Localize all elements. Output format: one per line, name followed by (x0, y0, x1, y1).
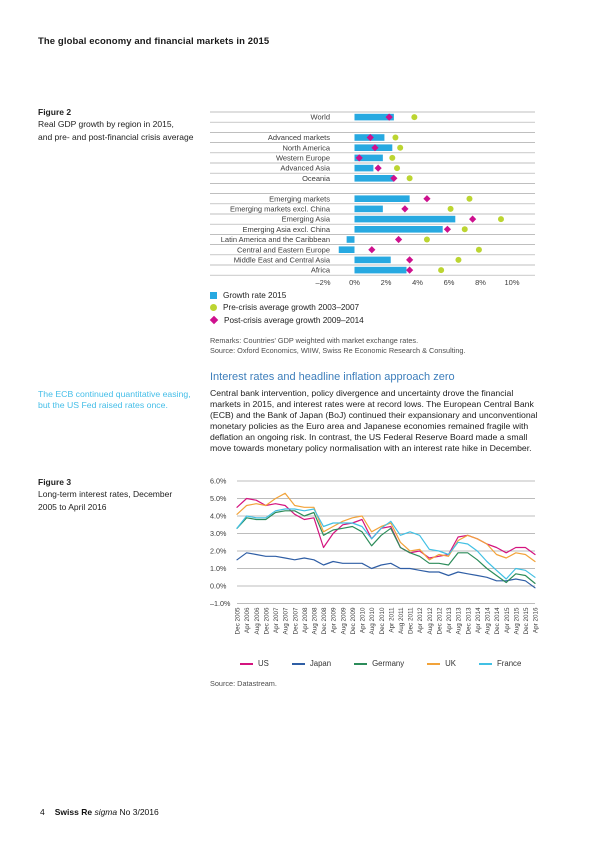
category-label: Emerging markets (269, 194, 330, 204)
figure3-caption-line1: Long-term interest rates, December (38, 489, 173, 500)
y-axis-tick-label: 1.0% (210, 563, 227, 573)
post-crisis-marker (375, 165, 382, 172)
figure2-remarks: Remarks: Countries' GDP weighted with market exchange rates. (210, 336, 419, 345)
figure3-legend (240, 659, 544, 668)
post-crisis-marker (406, 256, 413, 263)
uk-line-swatch (427, 663, 440, 665)
us-line-swatch (240, 663, 253, 665)
france-line-swatch (479, 663, 492, 665)
figure2-notes (210, 336, 465, 357)
pre-crisis-marker (411, 114, 417, 120)
category-label: Emerging Asia excl. China (242, 224, 330, 234)
post-crisis-marker (444, 226, 451, 233)
growth-bar (355, 267, 407, 274)
figure3-caption-line2: 2005 to April 2016 (38, 501, 107, 512)
pre-crisis-marker (389, 155, 395, 161)
legend-label: Japan (309, 659, 332, 668)
x-axis-tick-label: Dec 2005 (234, 607, 242, 635)
x-axis-tick-label: Apr 2010 (359, 607, 367, 634)
post-crisis-marker (406, 267, 413, 274)
pre-crisis-marker (476, 247, 482, 253)
y-axis-tick-label: 5.0% (210, 493, 227, 503)
x-axis-tick-label: Dec 2009 (349, 607, 357, 635)
figure3-source: Source: Datastream. (210, 679, 277, 688)
x-axis-tick-label: Aug 2015 (513, 607, 521, 635)
x-axis-tick-label: Aug 2009 (340, 607, 348, 635)
x-axis-tick-label: Apr 2009 (330, 607, 338, 634)
legend-label: Pre-crisis average growth 2003–2007 (223, 303, 360, 313)
post-crisis-marker (395, 236, 402, 243)
growth-bar (355, 226, 443, 233)
x-axis-tick-label: 0% (349, 278, 360, 288)
pre-crisis-marker (448, 206, 454, 212)
body-paragraph: Central bank intervention, policy divergence and uncertainty drove the financial markets in 2015, and interest rates were at record lows. The European Central Bank (ECB) and the Bank of Japan (BoJ) continued their expansionary and unconventional monetary policies as the Euro area and Japanese economies remained fragile with deflation an ongoing risk. In contrast, the US Federal Reserve Board made a small move towards monetary policy normalisation with an interest rate hike in December. (210, 388, 538, 453)
line-series-us (237, 499, 535, 559)
pre-crisis-marker (498, 216, 504, 222)
legend-item-pre-crisis (210, 302, 364, 315)
legend-label: Growth rate 2015 (223, 290, 287, 300)
legend-item-us (240, 659, 269, 668)
x-axis-tick-label: Apr 2007 (273, 607, 281, 634)
figure2-legend (210, 289, 364, 327)
x-axis-tick-label: Apr 2014 (474, 607, 482, 634)
margin-note-line1: The ECB continued quantitative easing, (38, 389, 191, 399)
pre-crisis-marker (392, 135, 398, 141)
growth-bar (339, 246, 355, 253)
category-label: Africa (310, 265, 330, 275)
legend-label: UK (445, 659, 457, 668)
category-label: Central and Eastern Europe (237, 245, 330, 255)
growth-bar (355, 175, 394, 182)
footer-brand: Swiss Re (54, 807, 93, 817)
x-axis-tick-label: Apr 2008 (301, 607, 309, 634)
x-axis-tick-label: Apr 2012 (417, 607, 425, 634)
x-axis-tick-label: Aug 2013 (455, 607, 463, 635)
pre-crisis-marker (397, 145, 403, 151)
growth-bar (355, 206, 383, 213)
figure2-chart-svg (210, 110, 538, 290)
x-axis-tick-label: 8% (475, 278, 486, 288)
x-axis-tick-label: 10% (504, 278, 520, 288)
x-axis-tick-label: Dec 2006 (263, 607, 271, 635)
category-label: World (310, 112, 330, 122)
category-label: Emerging Asia (281, 214, 330, 224)
y-axis-tick-label: 6.0% (210, 477, 227, 486)
x-axis-tick-label: Aug 2008 (311, 607, 319, 635)
figure3-caption (38, 476, 208, 513)
x-axis-tick-label: Aug 2012 (426, 607, 434, 635)
growth-bar (355, 257, 391, 264)
figure2-caption-title: Figure 2 (38, 107, 72, 117)
pre-crisis-marker (455, 257, 461, 263)
figure3-chart-svg (210, 477, 540, 657)
figure3-line-chart (210, 477, 540, 657)
germany-line-swatch (354, 663, 367, 665)
growth-bar (347, 236, 355, 243)
post-crisis-marker (423, 195, 430, 202)
legend-item-post-crisis (210, 314, 364, 327)
x-axis-tick-label: Apr 2015 (503, 607, 511, 634)
category-label: Advanced markets (267, 133, 330, 143)
legend-item-germany (354, 659, 404, 668)
legend-item-france (479, 659, 521, 668)
figure3-caption-title: Figure 3 (38, 477, 72, 487)
x-axis-tick-label: Aug 2010 (369, 607, 377, 635)
figure2-source: Source: Oxford Economics, WIIW, Swiss Re Economic Research & Consulting. (210, 346, 466, 356)
figure2-caption-line1: Real GDP growth by region in 2015, (38, 119, 174, 130)
y-axis-tick-label: 3.0% (210, 528, 227, 538)
x-axis-tick-label: Dec 2013 (465, 607, 473, 635)
legend-label: US (258, 659, 269, 668)
category-label: Emerging markets excl. China (229, 204, 330, 214)
pre-crisis-marker (407, 175, 413, 181)
x-axis-tick-label: Aug 2006 (253, 607, 261, 635)
page-footer (40, 807, 159, 817)
category-label: Middle East and Central Asia (233, 255, 330, 265)
page-header-title: The global economy and financial markets in 2015 (38, 36, 270, 47)
y-axis-tick-label: 2.0% (210, 546, 227, 556)
japan-line-swatch (292, 663, 305, 665)
figure2-caption-line2: and pre- and post-financial crisis average (38, 131, 194, 142)
margin-note (38, 389, 208, 411)
category-label: North America (282, 143, 330, 153)
x-axis-tick-label: 6% (443, 278, 455, 288)
y-axis-tick-label: 0.0% (210, 581, 227, 591)
x-axis-tick-label: Dec 2012 (436, 607, 444, 635)
category-label: Advanced Asia (280, 163, 330, 173)
x-axis-tick-label: 2% (380, 278, 392, 288)
y-axis-tick-label: –1.0% (210, 598, 231, 608)
figure2-bar-chart (210, 110, 538, 290)
legend-label: Post-crisis average growth 2009–2014 (224, 315, 364, 325)
pre-crisis-marker (466, 196, 472, 202)
category-label: Latin America and the Caribbean (220, 235, 330, 245)
x-axis-tick-label: Dec 2015 (522, 607, 530, 635)
legend-item-japan (292, 659, 331, 668)
legend-item-growth-rate (210, 289, 364, 302)
pre-crisis-marker (424, 237, 430, 243)
x-axis-tick-label: 4% (412, 278, 423, 288)
page-number: 4 (40, 807, 45, 817)
footer-publication: sigma (94, 807, 118, 817)
growth-bar (355, 165, 374, 172)
pre-crisis-swatch (210, 304, 217, 311)
growth-bar (355, 216, 456, 223)
legend-label: France (497, 659, 522, 668)
section-heading: Interest rates and headline inflation approach zero (210, 371, 455, 383)
growth-bar (355, 195, 410, 202)
x-axis-tick-label: Aug 2007 (282, 607, 290, 635)
pre-crisis-marker (394, 165, 400, 171)
category-label: Oceania (302, 173, 330, 183)
x-axis-tick-label: Aug 2014 (484, 607, 492, 635)
y-axis-tick-label: 4.0% (210, 511, 227, 521)
margin-note-line2: but the US Fed raised rates once. (38, 400, 168, 410)
x-axis-tick-label: Apr 2011 (388, 607, 396, 633)
post-crisis-marker (401, 205, 408, 212)
x-axis-tick-label: Dec 2007 (292, 607, 300, 635)
footer-issue: No 3/2016 (119, 807, 159, 817)
post-crisis-swatch (210, 316, 218, 324)
x-axis-tick-label: Aug 2011 (398, 607, 406, 634)
x-axis-tick-label: Apr 2013 (446, 607, 454, 634)
post-crisis-marker (469, 216, 476, 223)
x-axis-tick-label: Dec 2008 (321, 607, 329, 635)
x-axis-tick-label: Dec 2014 (494, 607, 502, 635)
x-axis-tick-label: Apr 2016 (532, 607, 540, 634)
pre-crisis-marker (462, 226, 468, 232)
category-label: Western Europe (275, 153, 330, 163)
pre-crisis-marker (438, 267, 444, 273)
x-axis-tick-label: Apr 2006 (244, 607, 252, 634)
growth-rate-swatch (210, 292, 217, 299)
legend-label: Germany (372, 659, 405, 668)
figure2-caption (38, 106, 208, 143)
x-axis-tick-label: –2% (315, 278, 331, 288)
x-axis-tick-label: Dec 2010 (378, 607, 386, 635)
legend-item-uk (427, 659, 456, 668)
post-crisis-marker (368, 246, 375, 253)
x-axis-tick-label: Dec 2011 (407, 607, 415, 634)
